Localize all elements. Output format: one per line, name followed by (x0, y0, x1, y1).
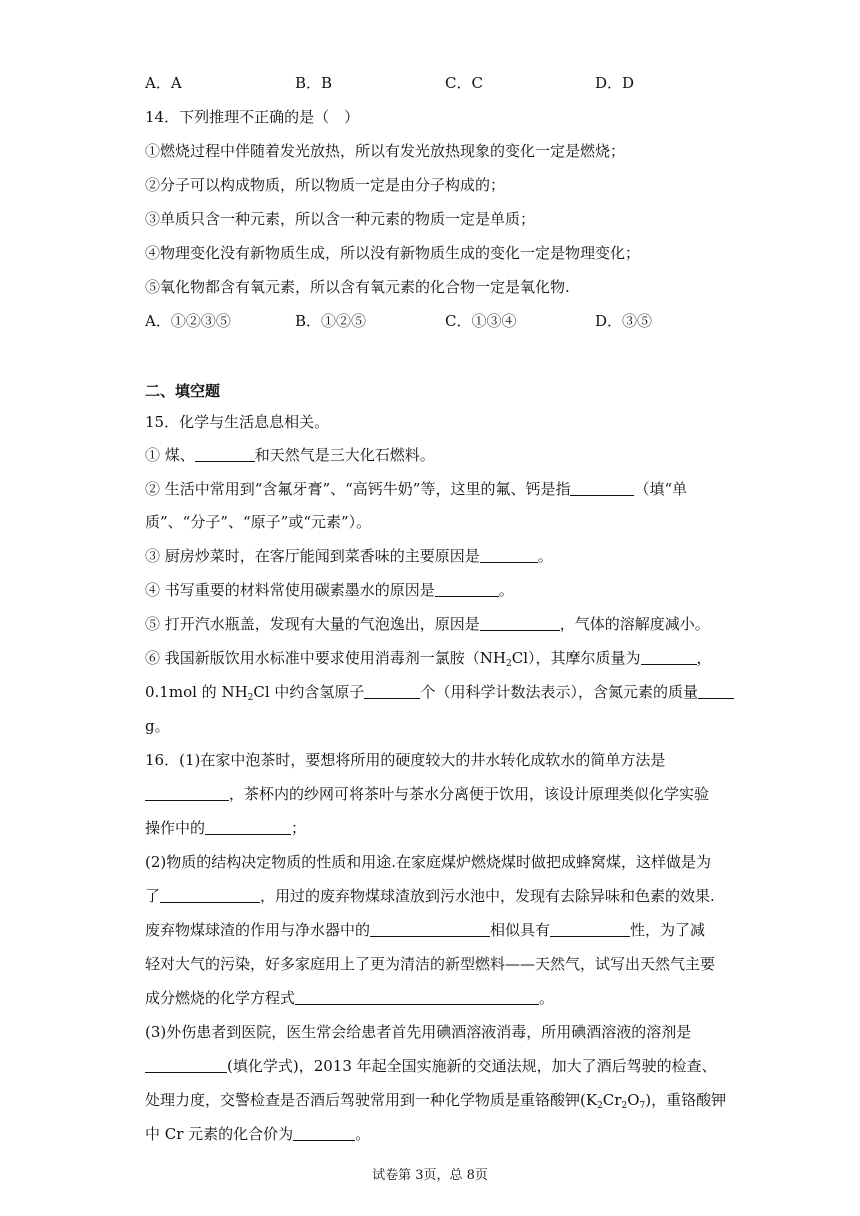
q14-item-3: ③单质只含一种元素，所以含一种元素的物质一定是单质； (145, 210, 536, 228)
answer-blank[interactable] (480, 614, 560, 631)
q16-part-2-end: 成分燃烧的化学方程式 。 (145, 989, 555, 1007)
q14-option-d: D．③⑤ (595, 312, 653, 330)
section-title: 二、填空题 (145, 382, 221, 400)
q13-option-a: A．A (145, 74, 182, 92)
q13-option-d: D．D (595, 74, 635, 92)
q16-part-3-cont: (填化学式)，2013 年起全国实施新的交通法规，加大了酒后驾驶的检查、 (145, 1056, 717, 1076)
q15-part-6: ⑥ 我国新版饮用水标准中要求使用消毒剂一氯胺$(NH_2Cl)$，其摩尔质量为 ， (145, 649, 712, 669)
q16-part-1-end: 操作中的 ； (145, 819, 307, 837)
q16-part-1: 16．(1)在家中泡茶时，要想将所用的硬度较大的井水转化成软水的简单方法是 (145, 751, 666, 769)
answer-blank[interactable] (480, 546, 538, 563)
q13-option-b: B．B (295, 74, 333, 92)
q15-part-5: ⑤ 打开汽水瓶盖，发现有大量的气泡逸出，原因是 ，气体的溶解度减小。 (145, 615, 710, 633)
answer-blank[interactable] (550, 920, 630, 937)
answer-blank[interactable] (293, 1124, 355, 1141)
q14-option-b: B．①②⑤ (295, 312, 367, 330)
q15-part-4: ④ 书写重要的材料常使用碳素墨水的原因是 。 (145, 581, 514, 599)
q15-stem: 15．化学与生活息息相关。 (145, 413, 330, 431)
q15-part-6-cont: 0.1mol 的 $NH_2Cl$ 中约含氢原子 个（用科学计数法表示），含氮元素的质量 (145, 682, 734, 702)
answer-blank[interactable] (570, 479, 634, 496)
q15-part-2: ② 生活中常用到“含氟牙膏”、“高钙牛奶”等，这里的氟、钙是指 （填“单 (145, 480, 688, 498)
q15-part-6-end: g。 (145, 717, 170, 735)
q14-stem: 14．下列推理不正确的是（ ） (145, 108, 360, 126)
answer-blank[interactable] (145, 784, 229, 801)
answer-blank[interactable] (698, 682, 734, 699)
answer-blank[interactable] (641, 648, 697, 665)
q16-part-2: (2)物质的结构决定物质的性质和用途.在家庭煤炉燃烧煤时做把成蜂窝煤，这样做是为 (145, 853, 712, 871)
q14-option-c: C．①③④ (445, 312, 517, 330)
q16-part-3-end: 中 Cr 元素的化合价为 。 (145, 1125, 371, 1143)
q16-part-2-cont3: 轻对大气的污染，好多家庭用上了更为清洁的新型燃料——天然气，试写出天然气主要 (145, 955, 716, 973)
q15-part-3: ③ 厨房炒菜时，在客厅能闻到菜香味的主要原因是 。 (145, 547, 553, 565)
q14-item-2: ②分子可以构成物质，所以物质一定是由分子构成的； (145, 176, 506, 194)
answer-blank[interactable] (435, 580, 499, 597)
q16-part-1-cont: ，茶杯内的纱网可将茶叶与茶水分离便于饮用，该设计原理类似化学实验 (145, 784, 709, 804)
q16-part-3: (3)外伤患者到医院，医生常会给患者首先用碘酒溶液消毒，所用碘酒溶液的溶剂是 (145, 1023, 692, 1041)
answer-blank[interactable] (364, 682, 420, 699)
answer-blank[interactable] (145, 1056, 227, 1073)
q14-item-5: ⑤氧化物都含有氧元素，所以含有氧元素的化合物一定是氧化物. (145, 278, 570, 296)
answer-blank[interactable] (370, 920, 490, 937)
answer-blank[interactable] (205, 818, 291, 835)
q14-item-4: ④物理变化没有新物质生成，所以没有新物质生成的变化一定是物理变化； (145, 244, 641, 262)
answer-blank[interactable] (160, 886, 260, 903)
answer-blank[interactable] (295, 988, 539, 1005)
answer-blank[interactable] (195, 445, 255, 462)
page-footer: 试卷第 3页，总 8页 (372, 1168, 488, 1183)
q16-part-2-cont2: 废弃物煤球渣的作用与净水器中的 相似具有 性，为了减 (145, 921, 706, 939)
q16-part-3-cont2: 处理力度，交警检查是否酒后驾驶常用到一种化学物质是重铬酸钾$(K_2Cr_2O_7)$，重铬酸钾 (145, 1091, 727, 1111)
q15-part-2-cont: 质”、“分子”、“原子”或“元素”）。 (145, 513, 372, 531)
q14-option-a: A．①②③⑤ (145, 312, 231, 330)
q13-option-c: C．C (445, 74, 483, 92)
q14-item-1: ①燃烧过程中伴随着发光放热，所以有发光放热现象的变化一定是燃烧； (145, 142, 626, 160)
q16-part-2-cont: 了 ，用过的废弃物煤球渣放到污水池中，发现有去除异味和色素的效果. (145, 887, 715, 905)
q15-part-1: ① 煤、 和天然气是三大化石燃料。 (145, 446, 435, 464)
